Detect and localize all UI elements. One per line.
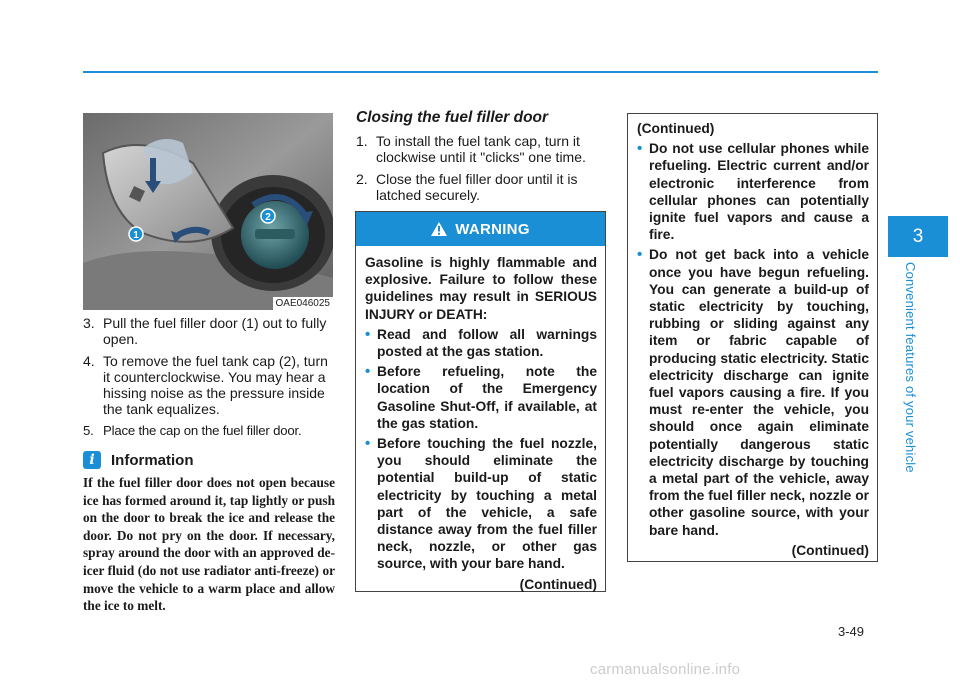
callout-2: 2 [265,212,271,223]
closing-step-2 [356,171,606,203]
info-icon: i [83,451,101,469]
step-4 [83,353,335,417]
page-number: 3-49 [838,624,865,639]
chapter-number-tab: 3 [888,216,948,257]
step-number: 1. [356,133,368,149]
step-number: 5. [83,423,94,438]
step-text: Place the cap on the fuel filler door. [103,423,302,438]
step-number: 4. [83,353,95,369]
warning-bullet: • Do not use cellular phones while refueling. Electric current and/or electronic interference from cellular phones can potentially ignite fuel vapors and cause a fire. [637,140,869,243]
fuel-door-photo [83,113,333,310]
warning-bullet: • Before refueling, note the location of the Emergency Gasoline Shut-Off, if available, at the gas station. [365,363,597,432]
information-heading [83,449,194,471]
step-text: To remove the fuel tank cap (2), turn it counterclockwise. You may hear a hissing noise as the pressure inside the tank equalizes. [103,353,328,417]
opening-steps [83,315,335,445]
step-text: To install the fuel tank cap, turn it clockwise until it "clicks" one time. [376,133,586,165]
warning-intro: Gasoline is highly flammable and explosive. Failure to follow these guidelines may result in SERIOUS INJURY or DEATH: [365,255,597,322]
step-5 [83,423,335,439]
photo-code: OAE046025 [273,297,334,310]
chapter-title: Convenient features of your vehicle [903,262,918,473]
watermark: carmanualsonline.info [590,661,741,678]
warning-triangle-icon [431,222,447,236]
information-body: If the fuel filler door does not open because ice has formed around it, tap lightly or push on the door to break the ice and release the door. Do not pry on the door. If necessary, spray around the door with an approved de-icer fluid (do not use radiator anti-freeze) or move the vehicle to a warm place and allow the ice to melt. [83,475,335,614]
continued-label: (Continued) [519,576,597,592]
warning-content [356,246,605,593]
closing-steps [356,133,606,209]
warning-continued-box [627,113,878,562]
section-title: Closing the fuel filler door [356,109,549,126]
step-number: 2. [356,171,368,187]
header-rule [83,71,878,73]
closing-step-1 [356,133,606,165]
continued-label: (Continued) [791,542,869,558]
information-title: Information [111,451,194,469]
warning-bullet: • Read and follow all warnings posted at the gas station. [365,326,597,360]
warning-title: WARNING [455,220,530,238]
step-3 [83,315,335,347]
step-number: 3. [83,315,95,331]
continued-content [628,114,877,559]
warning-bullet: • Do not get back into a vehicle once you have begun refueling. You can generate a build-up of static electricity by touching, rubbing or sliding against any item or fabric capable of producing static electricity. Static electricity discharge can ignite fuel vapors causing a fire. If you must re-enter the vehicle, you should once again eliminate potentially dangerous static electricity discharge by touching a metal part of the vehicle, away from the fuel filler neck, nozzle or other gasoline source, with your bare hand. [637,246,869,538]
step-text: Pull the fuel filler door (1) out to fully open. [103,315,327,347]
warning-box [355,211,606,592]
warning-header [356,212,605,246]
continued-top-label: (Continued) [637,121,715,136]
warning-bullet: • Before touching the fuel nozzle, you should eliminate the potential build-up of static electricity by touching a metal part of the vehicle, a safe distance away from the fuel filler neck, nozzle, or other gas source, with your bare hand. [365,435,597,573]
callout-1: 1 [133,230,139,241]
step-text: Close the fuel filler door until it is latched securely. [376,171,578,203]
